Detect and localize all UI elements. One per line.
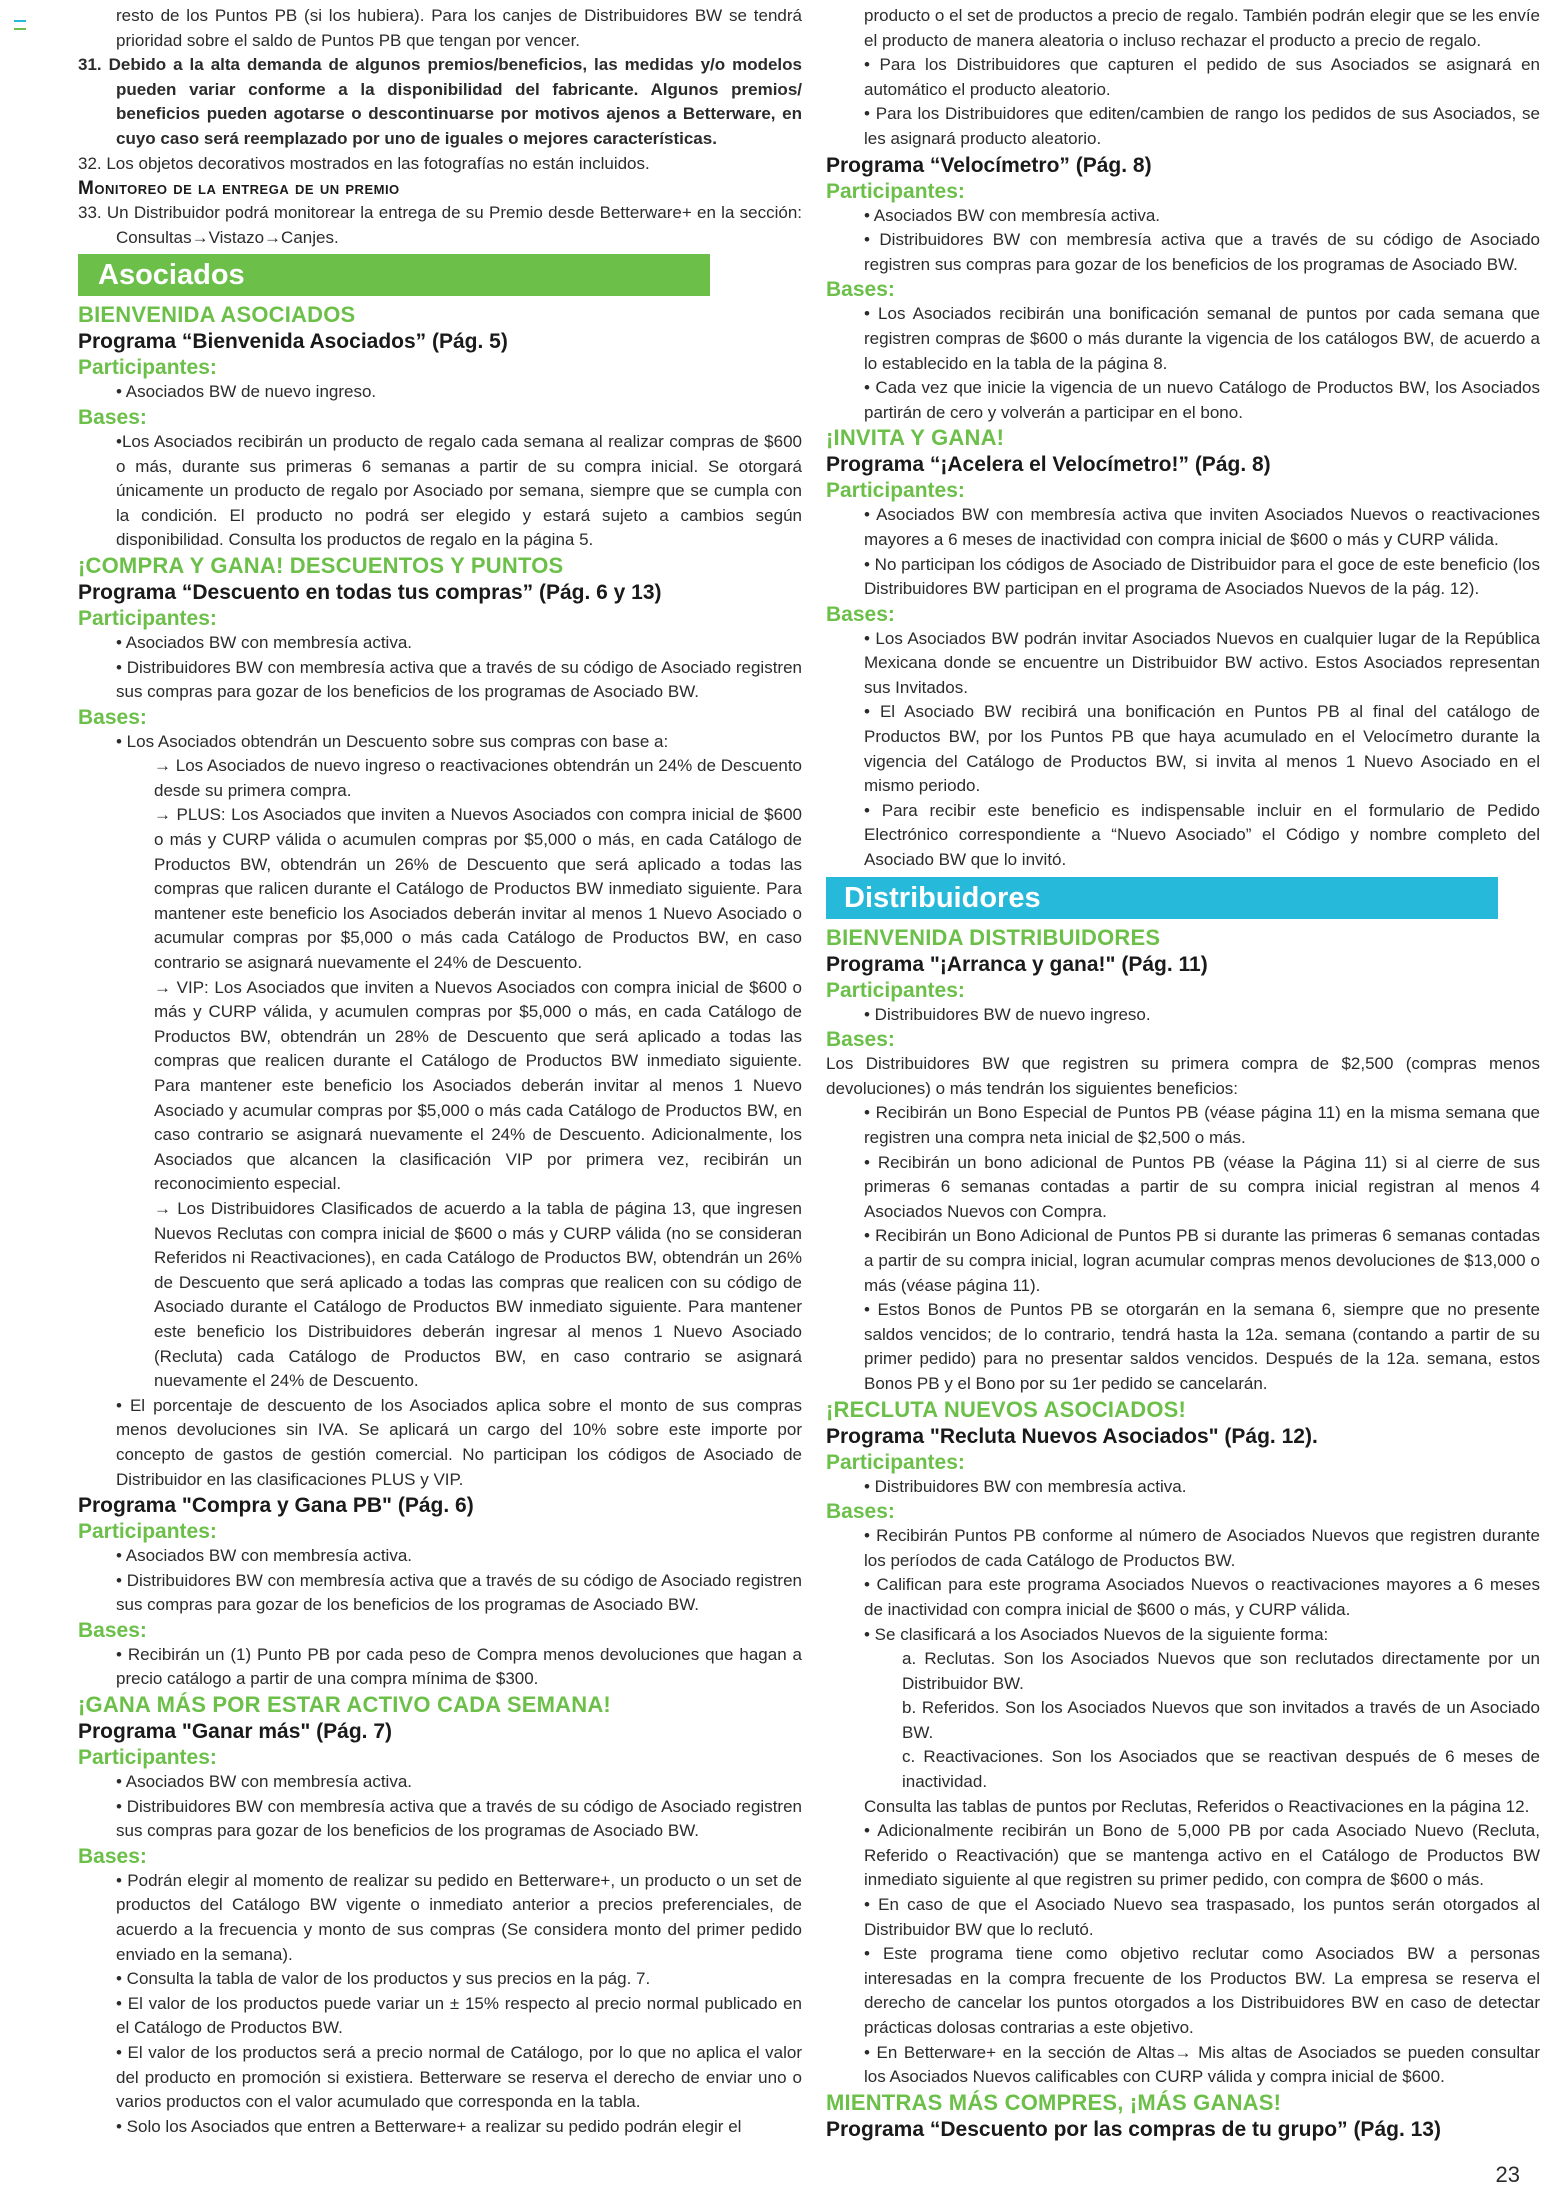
bullet: • Recibirán un Bono Especial de Puntos PB (véase página 11) en la misma semana que registren una compra neta inicial de $2,500 o más. [864, 1103, 1540, 1147]
bullet: • Distribuidores BW con membresía activa que a través de su código de Asociado registren sus compras para gozar de los beneficios de los programas de Asociado BW. [116, 1796, 802, 1841]
bullet: • El valor de los productos puede variar un ± 15% respecto al precio normal publicado en el Catálogo de Productos BW. [116, 1993, 802, 2038]
bullet: • El valor de los productos será a precio normal de Catálogo, por lo que no aplica el valor del producto en promoción si existiera. Betterware se reserva el derecho de enviar uno o varios productos con el valor acumulado que corresponda en la tabla. [116, 2043, 802, 2112]
arrow-item: → Los Distribuidores Clasificados de acuerdo a la tabla de página 13, que ingresen Nuevos Reclutas con compra inicial de $600 o más y CURP válida (no se consideran Referidos ni Reactivaciones), en cada Catálogo de Productos BW, obtendrán un 26% de Descuento que será aplicado a todas las compras que realicen con su código de Asociado durante el Catálogo de Productos BW inmediato siguiente. Para mantener este beneficio los Distribuidores deberán ingresar al menos 1 Nuevo Asociado (Recluta) cada Catálogo de Productos BW, en caso contrario se asignará nuevamente el 24% de Descuento. [154, 1198, 802, 1391]
bases-label: Bases: [826, 278, 895, 302]
program-title: Programa “Descuento en todas tus compras” (Pág. 6 y 13) [78, 580, 662, 604]
bullet: • Para los Distribuidores que editen/cambien de rango los pedidos de sus Asociados, se les asignará producto aleatorio. [864, 104, 1540, 148]
bullet: • Cada vez que inicie la vigencia de un nuevo Catálogo de Productos BW, los Asociados partirán de cero y volverán a participar en el bono. [864, 378, 1540, 422]
bullet: • Asociados BW con membresía activa. [864, 205, 1161, 225]
bullet: • Distribuidores BW con membresía activa que a través de su código de Asociado registren sus compras para gozar de los beneficios de los programas de Asociado BW. [116, 657, 802, 702]
bases-label: Bases: [78, 1618, 147, 1642]
corner-mark [14, 20, 26, 30]
bullet: • Asociados BW con membresía activa. [116, 1772, 413, 1792]
left-column [78, 4, 802, 2139]
bullet: • Distribuidores BW con membresía activa que a través de su código de Asociado registren sus compras para gozar de los beneficios de los programas de Asociado BW. [864, 230, 1540, 274]
bullet: • Distribuidores BW de nuevo ingreso. [864, 1004, 1151, 1024]
bullet: • Distribuidores BW con membresía activa que a través de su código de Asociado registren sus compras para gozar de los beneficios de los programas de Asociado BW. [116, 1570, 802, 1615]
bullet: • Recibirán Puntos PB conforme al número de Asociados Nuevos que registren durante los períodos de cada Catálogo de Productos BW. [864, 1526, 1540, 1570]
paragraph: Consulta las tablas de puntos por Reclutas, Referidos o Reactivaciones en la página 12. [864, 1796, 1530, 1816]
distribuidores-banner: Distribuidores [826, 877, 1498, 919]
bullet: • Solo los Asociados que entren a Betterware+ a realizar su pedido podrán elegir el [116, 2116, 742, 2136]
arrow-item: → Los Asociados de nuevo ingreso o reactivaciones obtendrán un 24% de Descuento desde su primera compra. [154, 756, 802, 800]
bullet: • Recibirán un bono adicional de Puntos PB (véase la Página 11) si al cierre de sus primeras 6 semanas contadas a partir de su compra inicial registran al menos 4 Asociados Nuevos con Compra. [864, 1152, 1540, 1221]
right-column [826, 4, 1540, 2143]
bases-label: Bases: [78, 1844, 147, 1868]
bullet: • Este programa tiene como objetivo reclutar como Asociados BW a personas interesadas en la compra frecuente de los Productos BW. La empresa se reserva el derecho de cancelar los puntos otorgados a los Distribuidores BW en caso de detectar prácticas dolosas contrarias a este objetivo. [864, 1944, 1540, 2037]
bullet: • Los Asociados obtendrán un Descuento sobre sus compras con base a: [116, 731, 669, 751]
bases-label: Bases: [826, 1500, 895, 1524]
bases-label: Bases: [826, 1028, 895, 1052]
arrow-item: → VIP: Los Asociados que inviten a Nuevos Asociados con compra inicial de $600 o más y CURP válida, y acumulen compras por $5,000 o más, en cada Catálogo de Productos BW, obtendrán un 28% de Descuento que será aplicado a todas las compras que realicen durante el Catálogo de Productos BW inmediato siguiente. Para mantener este beneficio los Asociados deberán invitar al menos 1 Nuevo Asociado y acumular compras por $5,000 o más cada Catálogo de Productos BW, en caso contrario se asignará nuevamente el 24% de Descuento. Adicionalmente, los Asociados que alcancen la clasificación VIP por primera vez, recibirán un reconocimiento especial. [154, 977, 802, 1194]
sub-item: c. Reactivaciones. Son los Asociados que se reactivan después de 6 meses de inactividad. [902, 1747, 1540, 1792]
program-title: Programa "Compra y Gana PB" (Pág. 6) [78, 1494, 474, 1518]
program-title: Programa “Descuento por las compras de tu grupo” (Pág. 13) [826, 2117, 1441, 2141]
paragraph: Los Distribuidores BW que registren su primera compra de $2,500 (compras menos devoluciones) o más tendrán los siguientes beneficios: [826, 1054, 1540, 1098]
section-heading: BIENVENIDA DISTRIBUIDORES [826, 924, 1161, 950]
program-title: Programa “Velocímetro” (Pág. 8) [826, 153, 1152, 177]
section-heading: ¡RECLUTA NUEVOS ASOCIADOS! [826, 1396, 1187, 1422]
bullet: • Asociados BW con membresía activa que inviten Asociados Nuevos o reactivaciones mayores a 6 meses de inactividad con compra inicial de $600 o más y CURP válida. [864, 505, 1540, 549]
participants-label: Participantes: [826, 179, 965, 203]
program-title: Programa "Recluta Nuevos Asociados" (Pág. 12). [826, 1424, 1318, 1448]
bullet: • Asociados BW con membresía activa. [116, 1546, 413, 1566]
participants-label: Participantes: [78, 356, 217, 380]
item-32: 32. Los objetos decorativos mostrados en las fotografías no están incluidos. [78, 153, 650, 173]
participants-label: Participantes: [826, 479, 965, 503]
bullet: • Para los Distribuidores que capturen el pedido de sus Asociados se asignará en automático el producto aleatorio. [864, 55, 1540, 99]
program-title: Programa “¡Acelera el Velocímetro!” (Pág. 8) [826, 453, 1271, 477]
continuation: producto o el set de productos a precio de regalo. También podrán elegir que se les envíe el producto de manera aleatoria o incluso rechazar el producto a precio de regalo. [864, 6, 1540, 50]
participants-label: Participantes: [78, 1746, 217, 1770]
item-31: 31. Debido a la alta demanda de algunos premios/beneficios, las medidas y/o modelos pueden variar conforme a la disponibilidad del fabricante. Algunos premios/ beneficios pueden agotarse o descontinuarse por motivos ajenos a Betterware, en cuyo caso será reemplazado por uno de iguales o mejores características. [78, 55, 802, 148]
sub-item: b. Referidos. Son los Asociados Nuevos que son invitados a través de un Asociado BW. [902, 1698, 1540, 1742]
section-heading: BIENVENIDA ASOCIADOS [78, 302, 356, 328]
bullet: • Adicionalmente recibirán un Bono de 5,000 PB por cada Asociado Nuevo (Recluta, Referido o Reactivación) que se mantenga activo en el Catálogo de Productos BW inmediato siguiente al que registren su primer pedido, con compra de $600 o más. [864, 1821, 1540, 1890]
bullet: • Los Asociados recibirán una bonificación semanal de puntos por cada semana que registren compras de $600 o más durante la vigencia de los catálogos BW, de acuerdo a lo establecido en la tabla de la página 8. [864, 304, 1540, 373]
bullet: •Los Asociados recibirán un producto de regalo cada semana al realizar compras de $600 o más, durante sus primeras 6 semanas a partir de su compra inicial. Se otorgará únicamente un producto de regalo por Asociado por semana, siempre que se cumpla con la condición. El producto no podrá ser elegido y estará sujeto a cambios según disponibilidad. Consulta los productos de regalo en la página 5. [116, 431, 802, 550]
bases-label: Bases: [78, 405, 147, 429]
bullet: • En Betterware+ en la sección de Altas→ Mis altas de Asociados se pueden consultar los Asociados Nuevos calificables con CURP válida y compra inicial de $600. [864, 2042, 1540, 2087]
program-title: Programa "Ganar más" (Pág. 7) [78, 1720, 393, 1744]
bullet: • No participan los códigos de Asociado de Distribuidor para el goce de este beneficio (los Distribuidores BW participan en el programa de Asociados Nuevos de la pág. 12). [864, 554, 1540, 599]
bullet: • Califican para este programa Asociados Nuevos o reactivaciones mayores a 6 meses de inactividad con compra inicial de $600 o más, y CURP válida. [864, 1575, 1540, 1619]
program-title: Programa “Bienvenida Asociados” (Pág. 5) [78, 330, 508, 354]
bullet: • Distribuidores BW con membresía activa. [864, 1476, 1187, 1496]
bullet: • Consulta la tabla de valor de los productos y sus precios en la pág. 7. [116, 1969, 651, 1989]
bases-label: Bases: [826, 602, 895, 626]
bullet: • Podrán elegir al momento de realizar su pedido en Betterware+, un producto o un set de productos del Catálogo BW vigente o inmediato anterior a precios preferenciales, de acuerdo a la frecuencia y monto de sus compras (Se considera monto del primer pedido enviado en la semana). [116, 1870, 802, 1964]
bullet: • Los Asociados BW podrán invitar Asociados Nuevos en cualquier lugar de la República Mexicana donde se encuentre un Distribuidor BW activo. Estos Asociados representan sus Invitados. [864, 628, 1540, 697]
monitoreo-heading: Monitoreo de la entrega de un premio [78, 178, 400, 200]
bullet: • Asociados BW con membresía activa. [116, 632, 413, 652]
participants-label: Participantes: [78, 606, 217, 630]
bullet: • Recibirán un Bono Adicional de Puntos PB si durante las primeras 6 semanas contadas a partir de su compra inicial, logran acumular compras menos devoluciones de $13,000 o más (véase página 11). [864, 1226, 1540, 1295]
bullet: • Estos Bonos de Puntos PB se otorgarán en la semana 6, siempre que no presente saldos vencidos; de lo contrario, tendrá hasta la 12a. semana (contando a partir de su primer pedido) para no presentar saldos vencidos. Después de la 12a. semana, estos Bonos PB y el Bono por su 1er pedido se cancelarán. [864, 1300, 1540, 1393]
bullet: • Se clasificará a los Asociados Nuevos de la siguiente forma: [864, 1624, 1329, 1644]
section-heading: ¡GANA MÁS POR ESTAR ACTIVO CADA SEMANA! [78, 1692, 611, 1718]
participants-label: Participantes: [826, 978, 965, 1002]
sub-item: a. Reclutas. Son los Asociados Nuevos que son reclutados directamente por un Distribuidor BW. [902, 1649, 1540, 1693]
program-title: Programa "¡Arranca y gana!" (Pág. 11) [826, 952, 1208, 976]
bullet: • Para recibir este beneficio es indispensable incluir en el formulario de Pedido Electrónico correspondiente a “Nuevo Asociado” el Código y nombre completo del Asociado BW que lo invitó. [864, 800, 1540, 870]
intro-continuation: resto de los Puntos PB (si los hubiera). Para los canjes de Distribuidores BW se tendrá prioridad sobre el saldo de Puntos PB que tengan por vencer. [116, 6, 802, 50]
section-heading: ¡INVITA Y GANA! [826, 425, 1005, 451]
bullet: • Recibirán un (1) Punto PB por cada peso de Compra menos devoluciones que hagan a precio catálogo a partir de una compra mínima de $300. [116, 1644, 802, 1689]
bullet: • El Asociado BW recibirá una bonificación en Puntos PB al final del catálogo de Productos BW, por los Puntos PB que haya acumulado en el Velocímetro durante la vigencia del Catálogo de Productos BW, si invita al menos 1 Nuevo Asociado en el mismo periodo. [864, 702, 1540, 796]
asociados-banner: Asociados [78, 254, 710, 296]
bullet: • El porcentaje de descuento de los Asociados aplica sobre el monto de sus compras menos devoluciones sin IVA. Se aplicará un cargo del 10% sobre este importe por concepto de gastos de gestión comercial. No participan los códigos de Asociado de Distribuidor en las clasificaciones PLUS y VIP. [116, 1395, 802, 1489]
participants-label: Participantes: [78, 1520, 217, 1544]
section-heading: MIENTRAS MÁS COMPRES, ¡MÁS GANAS! [826, 2089, 1282, 2115]
bases-label: Bases: [78, 705, 147, 729]
item-33: 33. Un Distribuidor podrá monitorear la entrega de su Premio desde Betterware+ en la sección: Consultas→Vistazo→Canjes. [78, 203, 802, 247]
bullet: • En caso de que el Asociado Nuevo sea traspasado, los puntos serán otorgados al Distribuidor BW que lo reclutó. [864, 1895, 1540, 1939]
page-number: 23 [1495, 2162, 1520, 2187]
section-heading: ¡COMPRA Y GANA! DESCUENTOS Y PUNTOS [78, 552, 564, 578]
bullet: • Asociados BW de nuevo ingreso. [116, 382, 377, 402]
arrow-item: → PLUS: Los Asociados que inviten a Nuevos Asociados con compra inicial de $600 o más y CURP válida o acumulen compras por $5,000 o más, en cada Catálogo de Productos BW, obtendrán un 26% de Descuento que será aplicado a todas las compras que ralicen durante el Catálogo de Productos BW inmediato siguiente. Para mantener este beneficio los Asociados deberán invitar al menos 1 Nuevo Asociado o acumular compras por $5,000 o más cada Catálogo de Productos BW, en caso contrario se asignará nuevamente el 24% de Descuento. [154, 805, 802, 973]
participants-label: Participantes: [826, 1450, 965, 1474]
